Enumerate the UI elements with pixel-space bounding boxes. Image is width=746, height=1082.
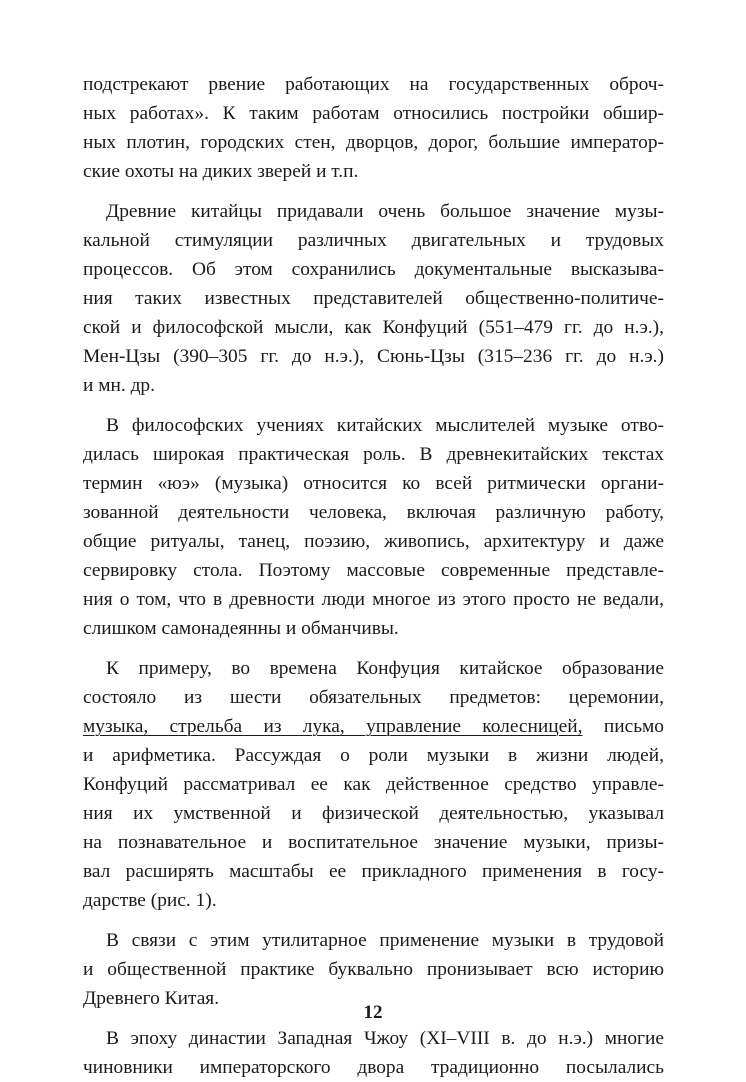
text-fragment: письмо bbox=[603, 716, 664, 737]
text-line: К примеру, во времена Конфуция китайское образование bbox=[106, 658, 664, 679]
text-line: термин «юэ» (музыка) относится ко всей ритмически органи- bbox=[83, 473, 664, 494]
text-line: подстрекают рвение работающих на государственных оброч- bbox=[83, 74, 664, 95]
text-line: В связи с этим утилитарное применение музыки в трудовой bbox=[106, 930, 664, 951]
text-line: Древнего Китая. bbox=[83, 988, 220, 1009]
text-line: процессов. Об этом сохранились документальные высказыва- bbox=[83, 259, 664, 280]
text-line: Конфуций рассматривал ее как действенное средство управле- bbox=[83, 774, 664, 795]
text-line: чиновники императорского двора традиционно посылались bbox=[83, 1057, 664, 1078]
text-line: общие ритуалы, танец, поэзию, живопись, архитектуру и даже bbox=[83, 531, 664, 552]
paragraph bbox=[83, 197, 664, 400]
text-line: ния их умственной и физической деятельностью, указывал bbox=[83, 803, 664, 824]
text-line: дилась широкая практическая роль. В древнекитайских текстах bbox=[83, 444, 664, 465]
page-number: 12 bbox=[363, 1002, 383, 1023]
text-line: кальной стимуляции различных двигательных и трудовых bbox=[83, 230, 664, 251]
text-line: вал расширять масштабы ее прикладного применения в госу- bbox=[83, 861, 664, 882]
underlined-text: музыка, стрельба из лука, управление колесницей, bbox=[83, 716, 583, 737]
text-line: сервировку стола. Поэтому массовые современные представле- bbox=[83, 560, 664, 581]
text-line: ские охоты на диких зверей и т.п. bbox=[83, 161, 359, 182]
paragraph bbox=[83, 1024, 664, 1082]
paragraph bbox=[83, 654, 664, 915]
text-line: и мн. др. bbox=[83, 375, 155, 396]
text-line: В философских учениях китайских мыслителей музыке отво- bbox=[106, 415, 664, 436]
text-line bbox=[83, 712, 664, 741]
text-line: ния таких известных представителей общественно-политиче- bbox=[83, 288, 664, 309]
text-line: В эпоху династии Западная Чжоу (XI–VIII в. до н.э.) многие bbox=[106, 1028, 664, 1049]
text-line: на познавательное и воспитательное значение музыки, призы- bbox=[83, 832, 664, 853]
text-line: ных плотин, городских стен, дворцов, дорог, большие император- bbox=[83, 132, 664, 153]
paragraph bbox=[83, 70, 664, 186]
paragraph bbox=[83, 926, 664, 1013]
text-line: зованной деятельности человека, включая различную работу, bbox=[83, 502, 664, 523]
text-line: слишком самонадеянны и обманчивы. bbox=[83, 618, 399, 639]
text-line: ской и философской мысли, как Конфуций (551–479 гг. до н.э.), bbox=[83, 317, 664, 338]
paragraph bbox=[83, 411, 664, 643]
text-line: ных работах». К таким работам относились постройки обшир- bbox=[83, 103, 664, 124]
text-line: дарстве (рис. 1). bbox=[83, 890, 217, 911]
text-line: и арифметика. Рассуждая о роли музыки в жизни людей, bbox=[83, 745, 664, 766]
text-line: ния о том, что в древности люди многое из этого просто не ведали, bbox=[83, 589, 664, 610]
text-line: Мен-Цзы (390–305 гг. до н.э.), Сюнь-Цзы (315–236 гг. до н.э.) bbox=[83, 346, 664, 367]
text-line: и общественной практике буквально пронизывает всю историю bbox=[83, 959, 664, 980]
text-line: состояло из шести обязательных предметов: церемонии, bbox=[83, 687, 664, 708]
body-text bbox=[83, 70, 664, 1082]
text-line: Древние китайцы придавали очень большое значение музы- bbox=[106, 201, 664, 222]
